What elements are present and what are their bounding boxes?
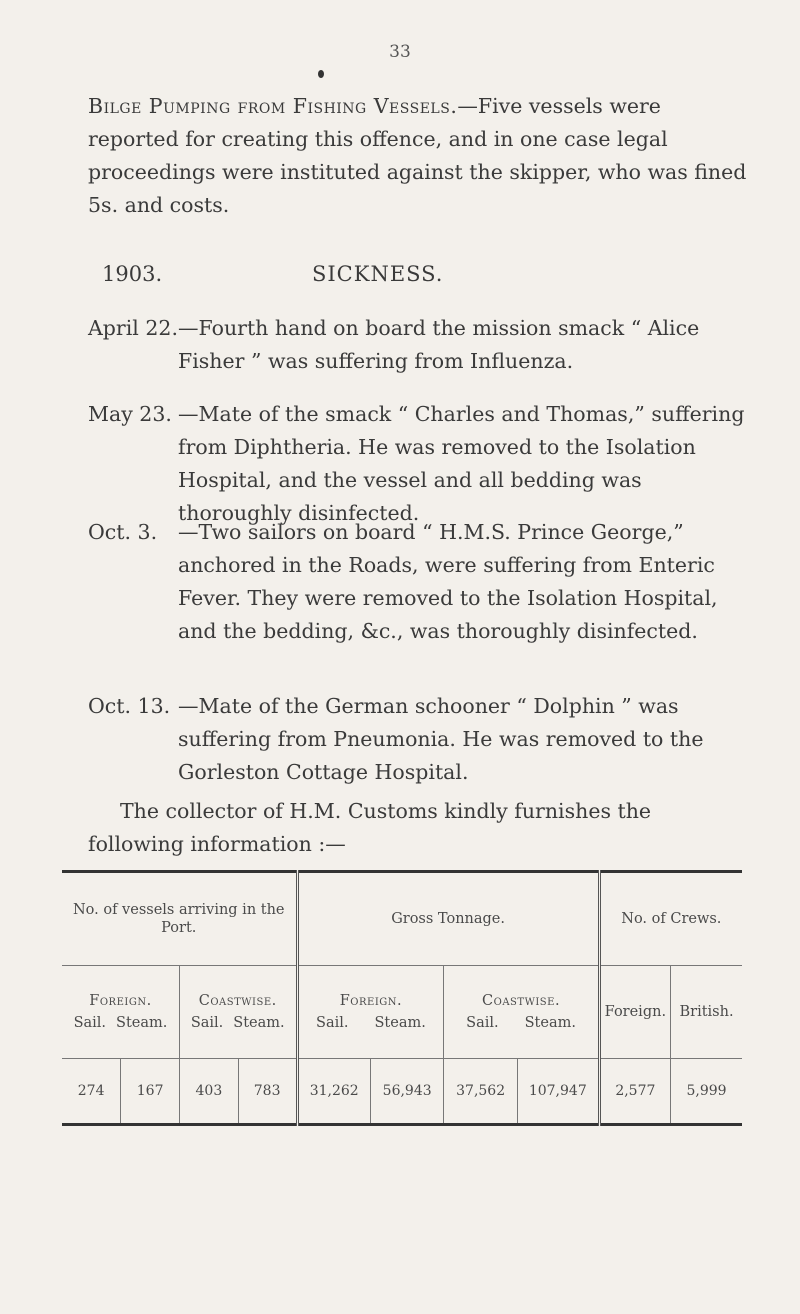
label-sail: Sail. (316, 1015, 349, 1031)
customs-table (62, 870, 742, 1126)
value-tonnage-foreign-sail: 31,262 (297, 1059, 370, 1125)
label-sail: Sail. (73, 1015, 107, 1031)
value-tonnage-coast-steam: 107,947 (517, 1059, 599, 1125)
heading-year: 1903. (102, 262, 163, 286)
label-foreign: Foreign. (339, 993, 403, 1009)
subheader-crews-british: British. (671, 966, 742, 1059)
heading-title: SICKNESS. (312, 262, 444, 286)
subheader-vessels-coastwise (180, 966, 298, 1059)
entry-text: —Mate of the smack “ Charles and Thomas,” suffering from Diphtheria. He was removed to the Isolation Hospital, and the vessel and all bedding was thoroughly disinfected. (178, 402, 745, 525)
entry-date: April 22. (88, 316, 178, 340)
entry-text: —Fourth hand on board the mission smack “ Alice Fisher ” was suffering from Influenza. (178, 316, 700, 373)
subheader-tonnage-coastwise (444, 966, 599, 1059)
entry-date: Oct. 13. (88, 694, 171, 718)
label-foreign: Foreign. (89, 993, 152, 1009)
page-number: 33 (389, 42, 411, 62)
sickness-entry (88, 690, 748, 789)
label-steam: Steam. (233, 1015, 285, 1031)
subheader-crews-foreign: Foreign. (599, 966, 670, 1059)
label-steam: Steam. (524, 1015, 576, 1031)
value-tonnage-coast-sail: 37,562 (444, 1059, 517, 1125)
value-vessels-foreign-steam: 167 (121, 1059, 180, 1125)
entry-text: —Mate of the German schooner “ Dolphin ” was suffering from Pneumonia. He was removed to the Gorleston Cottage Hospital. (178, 694, 704, 784)
section-heading (102, 262, 702, 286)
label-sail: Sail. (190, 1015, 224, 1031)
value-tonnage-foreign-steam: 56,943 (370, 1059, 443, 1125)
sickness-entry (88, 398, 748, 530)
value-crews-foreign: 2,577 (599, 1059, 670, 1125)
label-coastwise: Coastwise. (482, 993, 561, 1009)
entry-text: —Two sailors on board “ H.M.S. Prince George,” anchored in the Roads, were suffering from Enteric Fever. They were removed to the Isolation Hospital, and the bedding, &c., was thoroughly disinfected. (178, 520, 718, 643)
entry-date: Oct. 3. (88, 520, 158, 544)
label-sail: Sail. (466, 1015, 499, 1031)
subheader-tonnage-foreign (297, 966, 444, 1059)
ink-spot (318, 70, 324, 78)
value-vessels-foreign-sail: 274 (62, 1059, 121, 1125)
label-steam: Steam. (116, 1015, 168, 1031)
header-crews: No. of Crews. (599, 872, 742, 966)
intro-lead: Bilge Pumping from Fishing Vessels. (88, 94, 458, 118)
value-crews-british: 5,999 (671, 1059, 742, 1125)
intro-paragraph (88, 90, 748, 222)
subheader-vessels-foreign (62, 966, 180, 1059)
label-steam: Steam. (374, 1015, 426, 1031)
header-tonnage: Gross Tonnage. (297, 872, 599, 966)
sickness-entry (88, 312, 748, 378)
value-vessels-coast-steam: 783 (238, 1059, 297, 1125)
value-vessels-coast-sail: 403 (180, 1059, 239, 1125)
sickness-entry (88, 516, 748, 648)
label-coastwise: Coastwise. (198, 993, 277, 1009)
entry-date: May 23. (88, 402, 172, 426)
header-vessels: No. of vessels arriving in the Port. (62, 872, 297, 966)
closing-paragraph: The collector of H.M. Customs kindly furnishes the following information :— (88, 799, 652, 856)
intro-text: —Five vessels were reported for creating this offence, and in one case legal proceedings were instituted against the skipper, who was fined 5s. and costs. (88, 94, 747, 217)
